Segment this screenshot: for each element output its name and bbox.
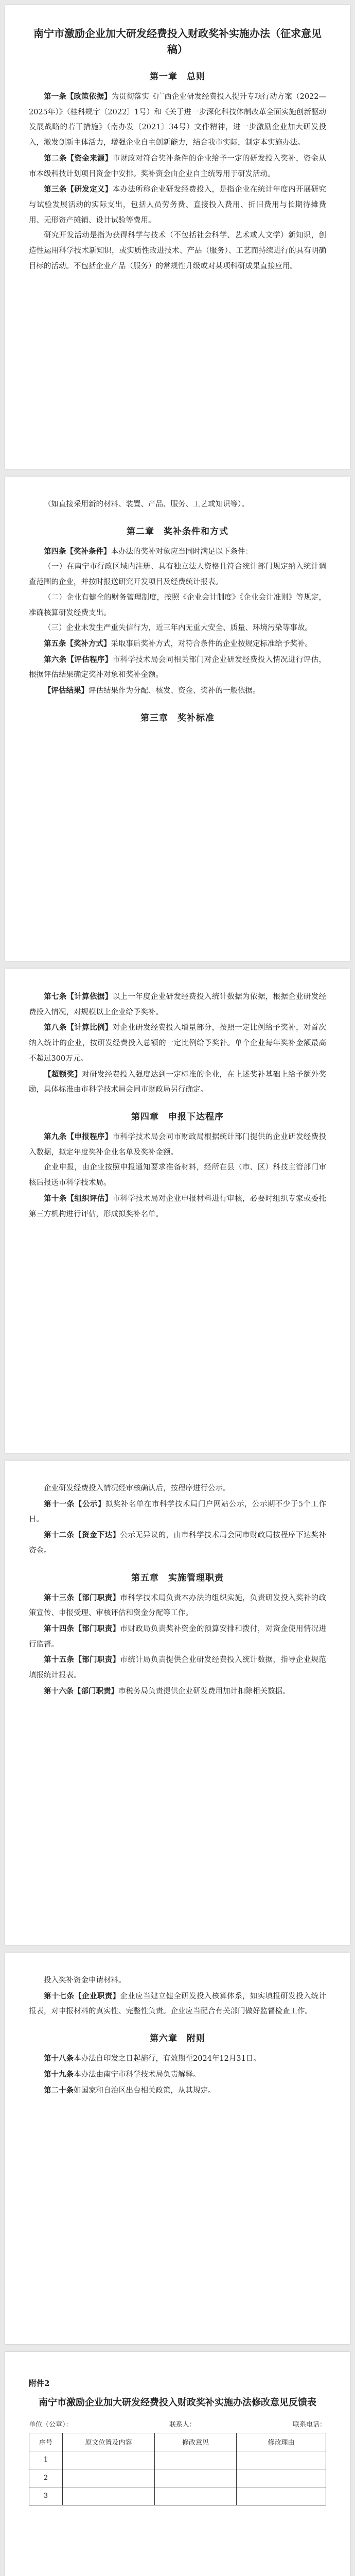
- article-text: 采取事后奖补方式，对符合条件的企业按规定标准给予奖补。: [111, 640, 312, 649]
- paragraph: [29, 1989, 326, 2020]
- p1b-paragraphs: [29, 228, 326, 274]
- row-reason-cell[interactable]: [237, 2487, 326, 2505]
- chapter-6-heading: 第六章 附则: [150, 2033, 205, 2044]
- header-reason: 修改理由: [237, 2433, 326, 2451]
- article-text: 如国家和自治区出台相关政策，从其规定。: [74, 2086, 216, 2095]
- article-text: 市科学技术局会同相关部门对企业研发经费投入情况进行评估，根据评估结果确定奖补对象和奖补金额。: [29, 655, 326, 680]
- paragraph: [29, 1020, 326, 1066]
- article-text: 市财政对符合奖补条件的企业给予一定的研发投入奖补，资金从市本级科技计划项目资金中安排。奖补资金由企业自主统筹用于研发活动。: [29, 154, 326, 178]
- unit-label: 单位（公章）：: [29, 2420, 73, 2429]
- article-text: 对企业研发经费投入增量部分，按照一定比例给予奖补，对首次纳入统计的企业，按研发经费投入总额的一定比例给予奖补。单个企业每年奖补金额最高不超过300万元。: [29, 1024, 326, 1063]
- article-lead: 第十五条【部门职责】: [44, 1655, 120, 1665]
- article-text: （一）在南宁市行政区域内注册、具有独立法人资格且符合统计部门规定纳入统计调查范围的企业，并按时报送研究开发项目及经费统计报表。: [29, 563, 326, 587]
- document-page-6: [5, 2352, 350, 2576]
- article-text: 本办法的奖补对象应当同时满足以下条件：: [111, 547, 253, 556]
- row-position-cell[interactable]: [63, 2487, 155, 2505]
- article-lead: 第十七条【企业职责】: [44, 1991, 120, 2001]
- article-text: 研究开发活动是指为获得科学与技术（不包括社会科学、艺术或人文学）新知识，创造性运用科学技术新知识，或实质性改进技术、产品（服务）、工艺而持续进行的具有明确目标的活动。不包括企业产品（服务）的常规性升级或对某项科研成果直接应用。: [29, 231, 326, 270]
- article-lead: 第三条【研发定义】: [44, 185, 113, 194]
- article-lead: 第八条【计算比例】: [44, 1023, 113, 1032]
- article-lead: 第一条【政策依据】: [44, 92, 112, 101]
- article-text: 为贯彻落实《广西企业研发经费投入提升专项行动方案（2022—2025年）》（桂科规字〔2022〕1号）和《关于进一步深化科技体制改革全面实施创新驱动发展战略的若干措施》（南办发〔2021〕34号）文件精神，进一步激励企业加大研发投入，激发创新主体活力，增强企业自主创新能力，结合我市实际，制定本实施办法。: [29, 93, 326, 147]
- article-text: 本办法由南宁市科学技术局负责解释。: [74, 2070, 201, 2079]
- paragraph: [29, 1973, 326, 1989]
- p2a-paragraphs: [29, 497, 326, 513]
- article-lead: 第二十条: [44, 2086, 74, 2095]
- p4b-paragraphs: [29, 1590, 326, 1700]
- p3b-paragraphs: [29, 1129, 326, 1222]
- article-lead: 第七条【计算依据】: [44, 992, 113, 1001]
- article-text: 市科学技术局对企业申报材料进行审核，必要时组织专家或委托第三方机构进行评估，形成拟奖补名单。: [29, 1194, 326, 1218]
- article-text: 以上一年度企业研发经费投入统计数据为依据，根据企业研发经费投入情况，对规模以上企业给予奖补。: [29, 993, 326, 1016]
- article-text: 市统计局负责提供企业研发经费投入统计数据，指导企业规范填报统计报表。: [29, 1656, 327, 1680]
- paragraph: [29, 1652, 326, 1683]
- article-text: 市财政局负责奖补资金的预算安排和拨付，对资金使用情况进行监督。: [29, 1625, 327, 1649]
- paragraph: [29, 544, 326, 560]
- document-page-3: [5, 969, 350, 1453]
- article-lead: 第十一条【公示】: [44, 1499, 105, 1509]
- article-lead: 第十二条【资金下达】: [44, 1531, 120, 1540]
- paragraph: [29, 1528, 326, 1558]
- paragraph: [29, 1497, 326, 1528]
- paragraph: [29, 560, 326, 590]
- article-text: 市科学技术局负责本办法的组织实施，负责研发投入奖补的政策宣传、申报受理、审核评估和资金分配等工作。: [29, 1594, 327, 1618]
- p2-paragraphs: [29, 544, 326, 699]
- row-no: 2: [29, 2469, 63, 2487]
- paragraph: [29, 1481, 326, 1497]
- article-text: 投入奖补资金申请材料。: [44, 1976, 126, 1985]
- article-lead: 第六条【评估程序】: [44, 655, 113, 664]
- row-suggestion-cell[interactable]: [155, 2451, 237, 2469]
- feedback-table: [29, 2433, 326, 2505]
- paragraph: [29, 1684, 326, 1700]
- article-lead: 第十六条【部门职责】: [44, 1686, 118, 1696]
- paragraph: [29, 652, 326, 683]
- article-lead: 第二条【资金来源】: [44, 154, 113, 163]
- article-lead: 第十条【组织评估】: [44, 1194, 113, 1203]
- paragraph: [29, 182, 326, 228]
- paragraph: [29, 683, 326, 699]
- paragraph: [29, 1067, 326, 1098]
- table-row: [29, 2469, 326, 2487]
- p3-paragraphs: [29, 989, 326, 1098]
- paragraph: [29, 1590, 326, 1621]
- chapter-1-heading: 第一章 总则: [150, 72, 205, 82]
- paragraph: [29, 636, 326, 652]
- phone-label: 联系电话：: [292, 2420, 326, 2429]
- paragraph: [29, 89, 326, 151]
- chapter-4-heading: 第四章 申报下达程序: [131, 1112, 224, 1123]
- article-text: 市税务局负责提供企业研发费用加计扣除相关数据。: [118, 1687, 290, 1696]
- p5-paragraphs: [29, 1973, 326, 2020]
- document-page-1: [5, 5, 350, 469]
- row-position-cell[interactable]: [63, 2451, 155, 2469]
- paragraph: [29, 590, 326, 621]
- header-no: 序号: [29, 2433, 63, 2451]
- row-reason-cell[interactable]: [237, 2469, 326, 2487]
- row-suggestion-cell[interactable]: [155, 2487, 237, 2505]
- article-text: 本办法自印发之日起施行，有效期至2024年12月31日。: [74, 2055, 261, 2063]
- article-lead: 第十八条: [44, 2054, 74, 2063]
- row-suggestion-cell[interactable]: [155, 2469, 237, 2487]
- document-title: 南宁市激励企业加大研发经费投入财政奖补实施办法（征求意见稿）: [33, 27, 322, 56]
- article-lead: 第九条【申报程序】: [44, 1132, 113, 1142]
- paragraph: [29, 621, 326, 636]
- article-text: 企业应当建立健全研发投入核算体系，如实填报研发投入统计报表，对申报材料的真实性、完整性负责。企业应当配合有关部门做好监督检查工作。: [29, 1992, 327, 2016]
- chapter-5-heading: 第五章 实施管理职责: [131, 1572, 224, 1583]
- article-lead: 第十九条: [44, 2070, 74, 2079]
- article-text: （三）企业未发生严重失信行为，近三年内无重大安全、质量、环境污染等事故。: [44, 624, 312, 633]
- article-text: 企业研发经费投入情况经审核确认后，按程序进行公示。: [44, 1484, 230, 1493]
- feedback-table-header-row: [29, 2433, 326, 2451]
- article-text: 市科学技术局会同市财政局根据统计部门提供的企业研发经费投入数据，拟定年度奖补企业名单及奖补金额。: [29, 1133, 326, 1157]
- feedback-form-title: 南宁市激励企业加大研发经费投入财政奖补实施办法修改意见反馈表: [39, 2397, 316, 2408]
- paragraph: [29, 151, 326, 182]
- attachment-label: 附件2: [29, 2379, 50, 2388]
- paragraph: [29, 1129, 326, 1160]
- article-text: 本办法所称企业研发经费投入，是指企业在统计年度内开展研究与试验发展活动的实际支出，包括人员劳务费、直接投入费用、折旧费用与长期待摊费用、无形资产摊销、设计试验等费用。: [29, 185, 326, 225]
- article-lead: 【超额奖】: [44, 1070, 82, 1079]
- document-page-2: [5, 477, 350, 961]
- header-suggestion: 修改意见: [155, 2433, 237, 2451]
- paragraph: [29, 989, 326, 1020]
- p1-paragraphs: [29, 89, 326, 228]
- document-page-4: [5, 1461, 350, 1945]
- paragraph: [29, 2083, 326, 2099]
- row-no: 1: [29, 2451, 63, 2469]
- article-lead: 第五条【奖补方式】: [44, 639, 111, 649]
- p4-paragraphs: [29, 1481, 326, 1559]
- paragraph: [29, 1191, 326, 1222]
- paragraph: [29, 1160, 326, 1191]
- chapter-3-heading: 第三章 奖补标准: [140, 713, 215, 723]
- paragraph: [29, 1621, 326, 1652]
- article-text: （如直接采用新的材料、装置、产品、服务、工艺或知识等）。: [44, 500, 249, 509]
- article-text: （二）企业有健全的财务管理制度，按照《企业会计制度》《企业会计准则》等规定，准确核算研发经费支出。: [29, 593, 326, 617]
- article-text: 评估结果作为分配、核发、资金、奖补的一般依据。: [88, 687, 260, 696]
- paragraph: [29, 2051, 326, 2067]
- article-lead: 第十三条【部门职责】: [44, 1593, 120, 1602]
- article-text: 公示无异议的，由市科学技术局会同市财政局按程序下达奖补资金。: [29, 1531, 327, 1555]
- article-text: 拟奖补名单在市科学技术局门户网站公示，公示期不少于5个工作日。: [29, 1500, 326, 1524]
- article-lead: 【评估结果】: [44, 686, 88, 696]
- row-position-cell[interactable]: [63, 2469, 155, 2487]
- paragraph: [29, 2067, 326, 2083]
- document-page-5: [5, 1953, 350, 2344]
- contact-label: 联系人：: [169, 2420, 196, 2429]
- table-row: [29, 2487, 326, 2505]
- article-lead: 第四条【奖补条件】: [44, 547, 111, 556]
- paragraph: [29, 497, 326, 513]
- row-reason-cell[interactable]: [237, 2451, 326, 2469]
- feedback-form-meta: [29, 2419, 326, 2429]
- paragraph: [29, 228, 326, 274]
- article-text: 对研发经费投入强度达到一定标准的企业，在上述奖补基础上给予额外奖励，具体标准由市科学技术局会同市财政局另行确定。: [29, 1070, 327, 1094]
- header-position: 原文位置及内容: [63, 2433, 155, 2451]
- p5b-paragraphs: [29, 2051, 326, 2098]
- chapter-2-heading: 第二章 奖补条件和方式: [127, 526, 228, 537]
- row-no: 3: [29, 2487, 63, 2505]
- article-text: 企业申报，由企业按照申报通知要求准备材料，经所在县（市、区）科技主管部门审核后报送市科学技术局。: [29, 1163, 326, 1188]
- article-lead: 第十四条【部门职责】: [44, 1624, 120, 1634]
- table-row: [29, 2451, 326, 2469]
